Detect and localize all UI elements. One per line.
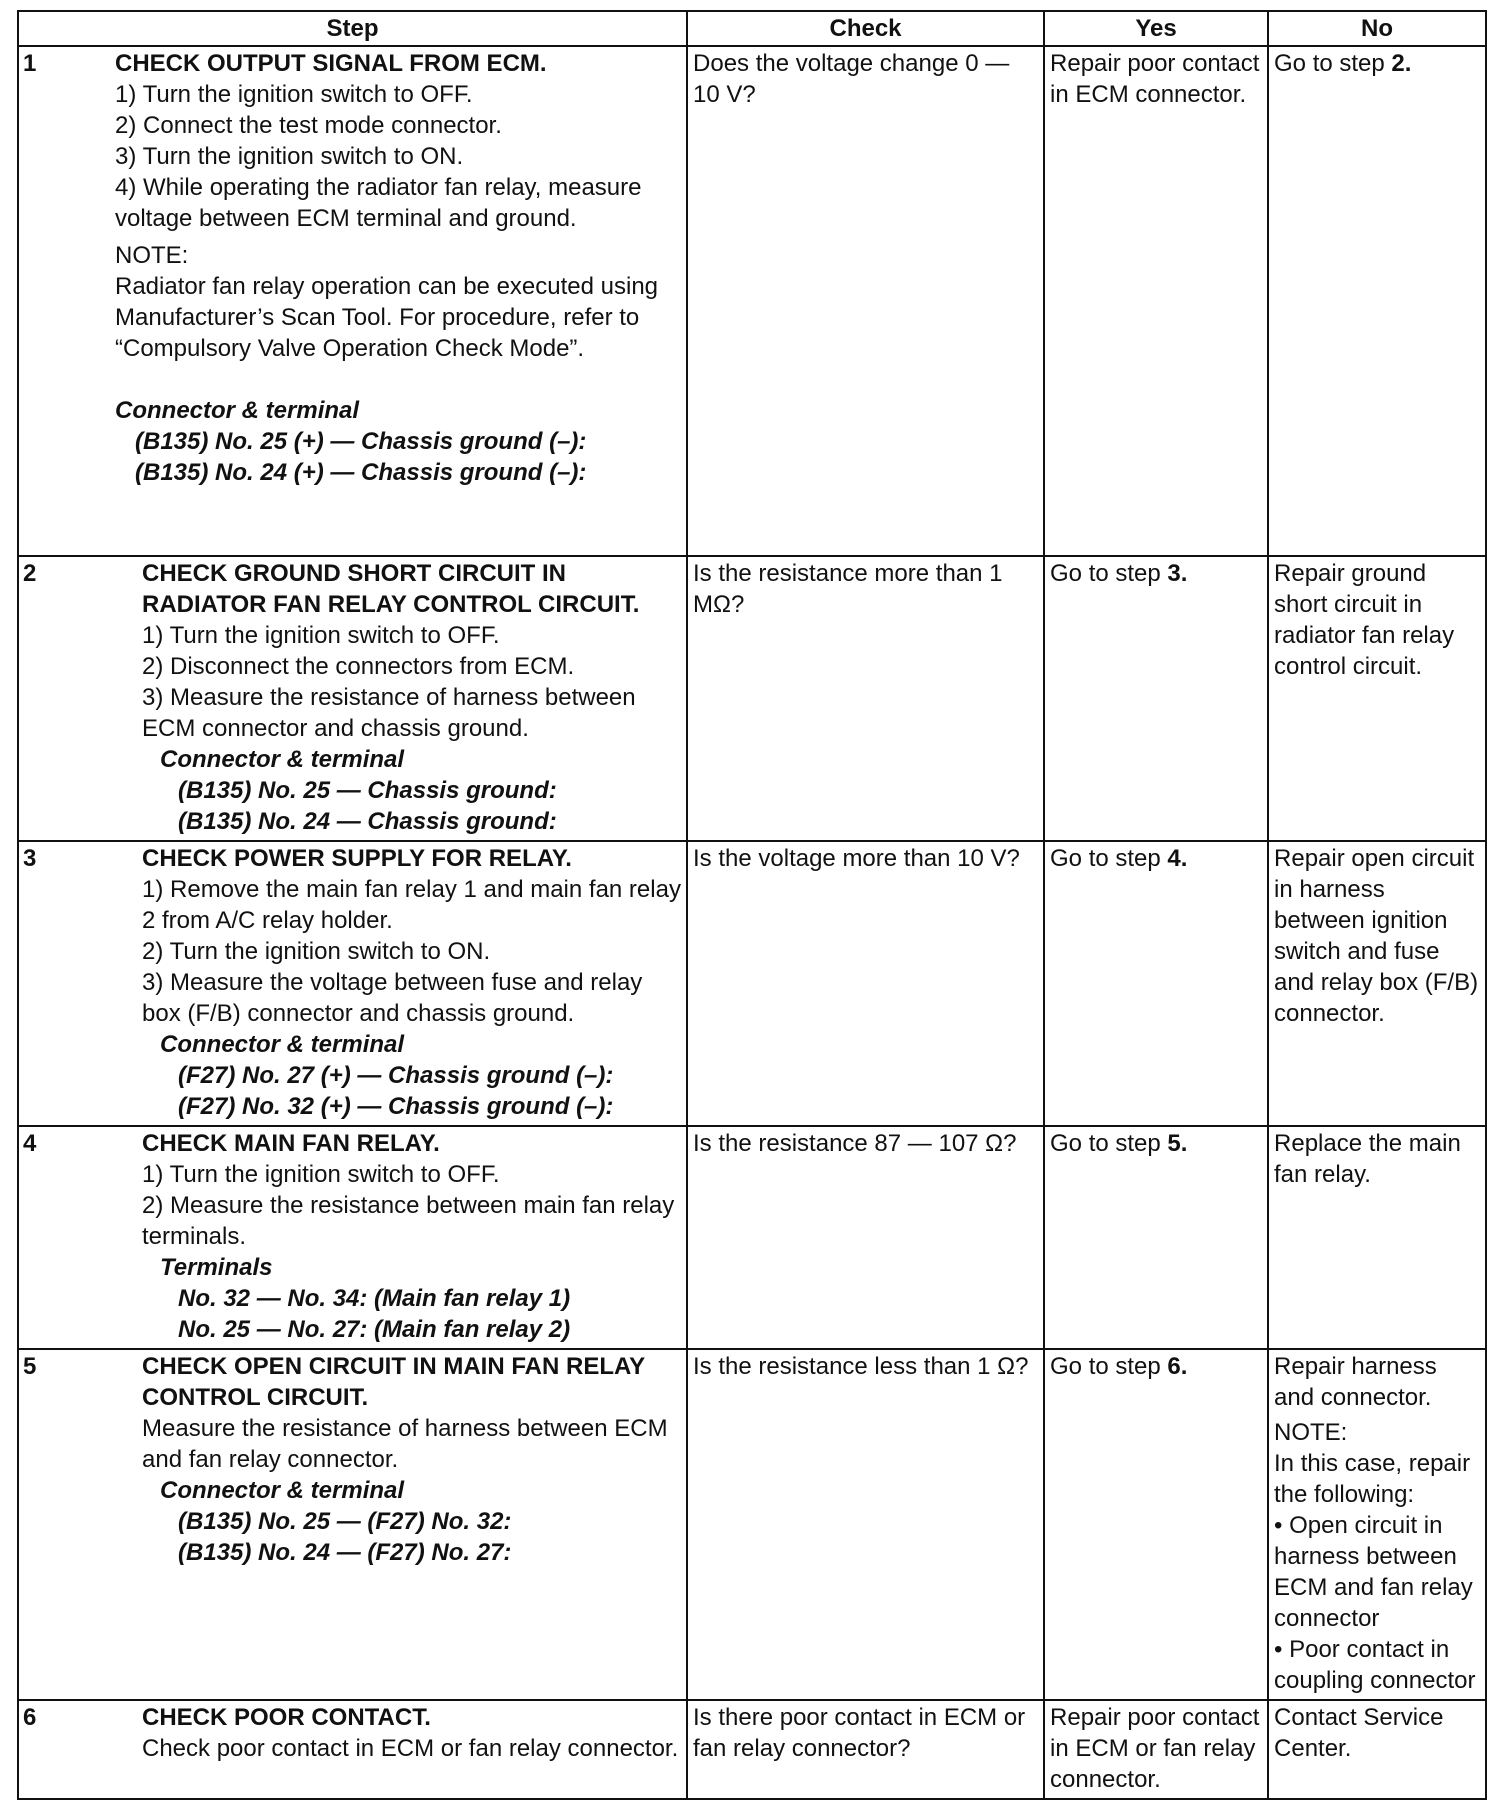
yes-step-ref: 6. <box>1167 1353 1188 1380</box>
step-title: CHECK POWER SUPPLY FOR RELAY. <box>142 845 572 872</box>
header-step: Step <box>18 11 687 46</box>
connector-line: (B135) No. 25 — Chassis ground: <box>178 777 557 804</box>
yes-cell <box>1044 1126 1268 1349</box>
connector-label: Connector & terminal <box>160 746 405 773</box>
step-line: 4) While operating the radiator fan relay, measure voltage between ECM terminal and ground. <box>115 174 642 232</box>
step-cell <box>115 1349 687 1700</box>
yes-step-ref: 3. <box>1167 560 1188 587</box>
yes-cell <box>1044 1349 1268 1700</box>
yes-cell: Repair poor contact in ECM connector. <box>1044 46 1268 556</box>
check-cell: Is the voltage more than 10 V? <box>687 841 1044 1126</box>
check-cell: Is there poor contact in ECM or fan relay connector? <box>687 1700 1044 1799</box>
no-cell <box>1268 1349 1486 1700</box>
no-cell: Replace the main fan relay. <box>1268 1126 1486 1349</box>
step-cell <box>115 841 687 1126</box>
yes-step-ref: 4. <box>1167 845 1188 872</box>
step-title: CHECK MAIN FAN RELAY. <box>142 1130 440 1157</box>
connector-line: (F27) No. 27 (+) — Chassis ground (–): <box>178 1062 614 1089</box>
header-yes: Yes <box>1044 11 1268 46</box>
step-title: CHECK OUTPUT SIGNAL FROM ECM. <box>115 50 547 77</box>
step-cell <box>115 556 687 841</box>
check-cell: Is the resistance 87 — 107 Ω? <box>687 1126 1044 1349</box>
step-title: CHECK GROUND SHORT CIRCUIT IN RADIATOR FAN RELAY CONTROL CIRCUIT. <box>142 560 640 618</box>
step-number: 4 <box>18 1126 115 1349</box>
bullet-item: • Open circuit in harness between ECM and fan relay connector <box>1274 1512 1473 1632</box>
table-row <box>18 841 1486 1126</box>
note-label: NOTE: <box>115 242 189 269</box>
header-no: No <box>1268 11 1486 46</box>
connector-label: Connector & terminal <box>160 1477 405 1504</box>
step-number: 2 <box>18 556 115 841</box>
step-line: 2) Disconnect the connectors from ECM. <box>142 653 575 680</box>
header-row <box>18 11 1486 46</box>
step-number: 3 <box>18 841 115 1126</box>
terminal-line: No. 32 — No. 34: (Main fan relay 1) <box>178 1285 571 1312</box>
step-line: 3) Measure the voltage between fuse and relay box (F/B) connector and chassis ground. <box>142 969 643 1027</box>
yes-step-ref: 5. <box>1167 1130 1188 1157</box>
step-line: 2) Connect the test mode connector. <box>115 112 502 139</box>
yes-text: Go to step <box>1050 560 1168 587</box>
terminal-line: No. 25 — No. 27: (Main fan relay 2) <box>178 1316 571 1343</box>
step-line: 1) Turn the ignition switch to OFF. <box>115 81 473 108</box>
note-text: In this case, repair the following: <box>1274 1450 1471 1508</box>
yes-cell <box>1044 841 1268 1126</box>
no-step-ref: 2. <box>1391 50 1412 77</box>
step-line: Measure the resistance of harness between ECM and fan relay connector. <box>142 1415 668 1473</box>
yes-cell <box>1044 556 1268 841</box>
bullet-item: • Poor contact in coupling connector <box>1274 1636 1476 1694</box>
connector-line: (B135) No. 24 — Chassis ground: <box>178 808 557 835</box>
check-cell: Is the resistance less than 1 Ω? <box>687 1349 1044 1700</box>
no-text: Repair harness and connector. <box>1274 1353 1437 1411</box>
step-cell <box>115 46 687 556</box>
step-line: 2) Turn the ignition switch to ON. <box>142 938 491 965</box>
step-title: CHECK POOR CONTACT. <box>142 1704 431 1731</box>
check-cell: Is the resistance more than 1 MΩ? <box>687 556 1044 841</box>
no-cell: Repair open circuit in harness between ignition switch and fuse and relay box (F/B) connector. <box>1268 841 1486 1126</box>
diagnostic-table <box>17 10 1487 1800</box>
terminals-label: Terminals <box>160 1254 273 1281</box>
step-line: 3) Turn the ignition switch to ON. <box>115 143 464 170</box>
yes-cell: Repair poor contact in ECM or fan relay connector. <box>1044 1700 1268 1799</box>
table-row <box>18 1349 1486 1700</box>
yes-text: Go to step <box>1050 1353 1168 1380</box>
connector-line: (B135) No. 24 — (F27) No. 27: <box>178 1539 512 1566</box>
yes-text: Go to step <box>1050 845 1168 872</box>
connector-line: (B135) No. 25 (+) — Chassis ground (–): <box>135 428 587 455</box>
check-cell: Does the voltage change 0 — 10 V? <box>687 46 1044 556</box>
spacer <box>115 364 681 395</box>
step-line: 3) Measure the resistance of harness between ECM connector and chassis ground. <box>142 684 636 742</box>
step-number: 6 <box>18 1700 115 1799</box>
table-row <box>18 46 1486 556</box>
step-line: 1) Turn the ignition switch to OFF. <box>142 622 500 649</box>
no-cell: Repair ground short circuit in radiator fan relay control circuit. <box>1268 556 1486 841</box>
connector-label: Connector & terminal <box>115 397 360 424</box>
step-number: 5 <box>18 1349 115 1700</box>
step-cell <box>115 1700 687 1799</box>
no-cell: Contact Service Center. <box>1268 1700 1486 1799</box>
table-row <box>18 556 1486 841</box>
table-row <box>18 1126 1486 1349</box>
no-cell <box>1268 46 1486 556</box>
connector-line: (B135) No. 24 (+) — Chassis ground (–): <box>135 459 587 486</box>
yes-text: Go to step <box>1050 1130 1168 1157</box>
step-line: 1) Remove the main fan relay 1 and main fan relay 2 from A/C relay holder. <box>142 876 681 934</box>
connector-line: (B135) No. 25 — (F27) No. 32: <box>178 1508 512 1535</box>
step-line: 2) Measure the resistance between main fan relay terminals. <box>142 1192 675 1250</box>
connector-label: Connector & terminal <box>160 1031 405 1058</box>
note-label: NOTE: <box>1274 1419 1348 1446</box>
note-text: Radiator fan relay operation can be executed using Manufacturer’s Scan Tool. For procedure, refer to “Compulsory Valve Operation Check Mode”. <box>115 273 659 362</box>
connector-line: (F27) No. 32 (+) — Chassis ground (–): <box>178 1093 614 1120</box>
header-check: Check <box>687 11 1044 46</box>
step-line: Check poor contact in ECM or fan relay connector. <box>142 1735 679 1762</box>
step-line: 1) Turn the ignition switch to OFF. <box>142 1161 500 1188</box>
step-number: 1 <box>18 46 115 556</box>
table-row <box>18 1700 1486 1799</box>
no-text: Go to step <box>1274 50 1392 77</box>
step-title: CHECK OPEN CIRCUIT IN MAIN FAN RELAY CONTROL CIRCUIT. <box>142 1353 645 1411</box>
step-cell <box>115 1126 687 1349</box>
